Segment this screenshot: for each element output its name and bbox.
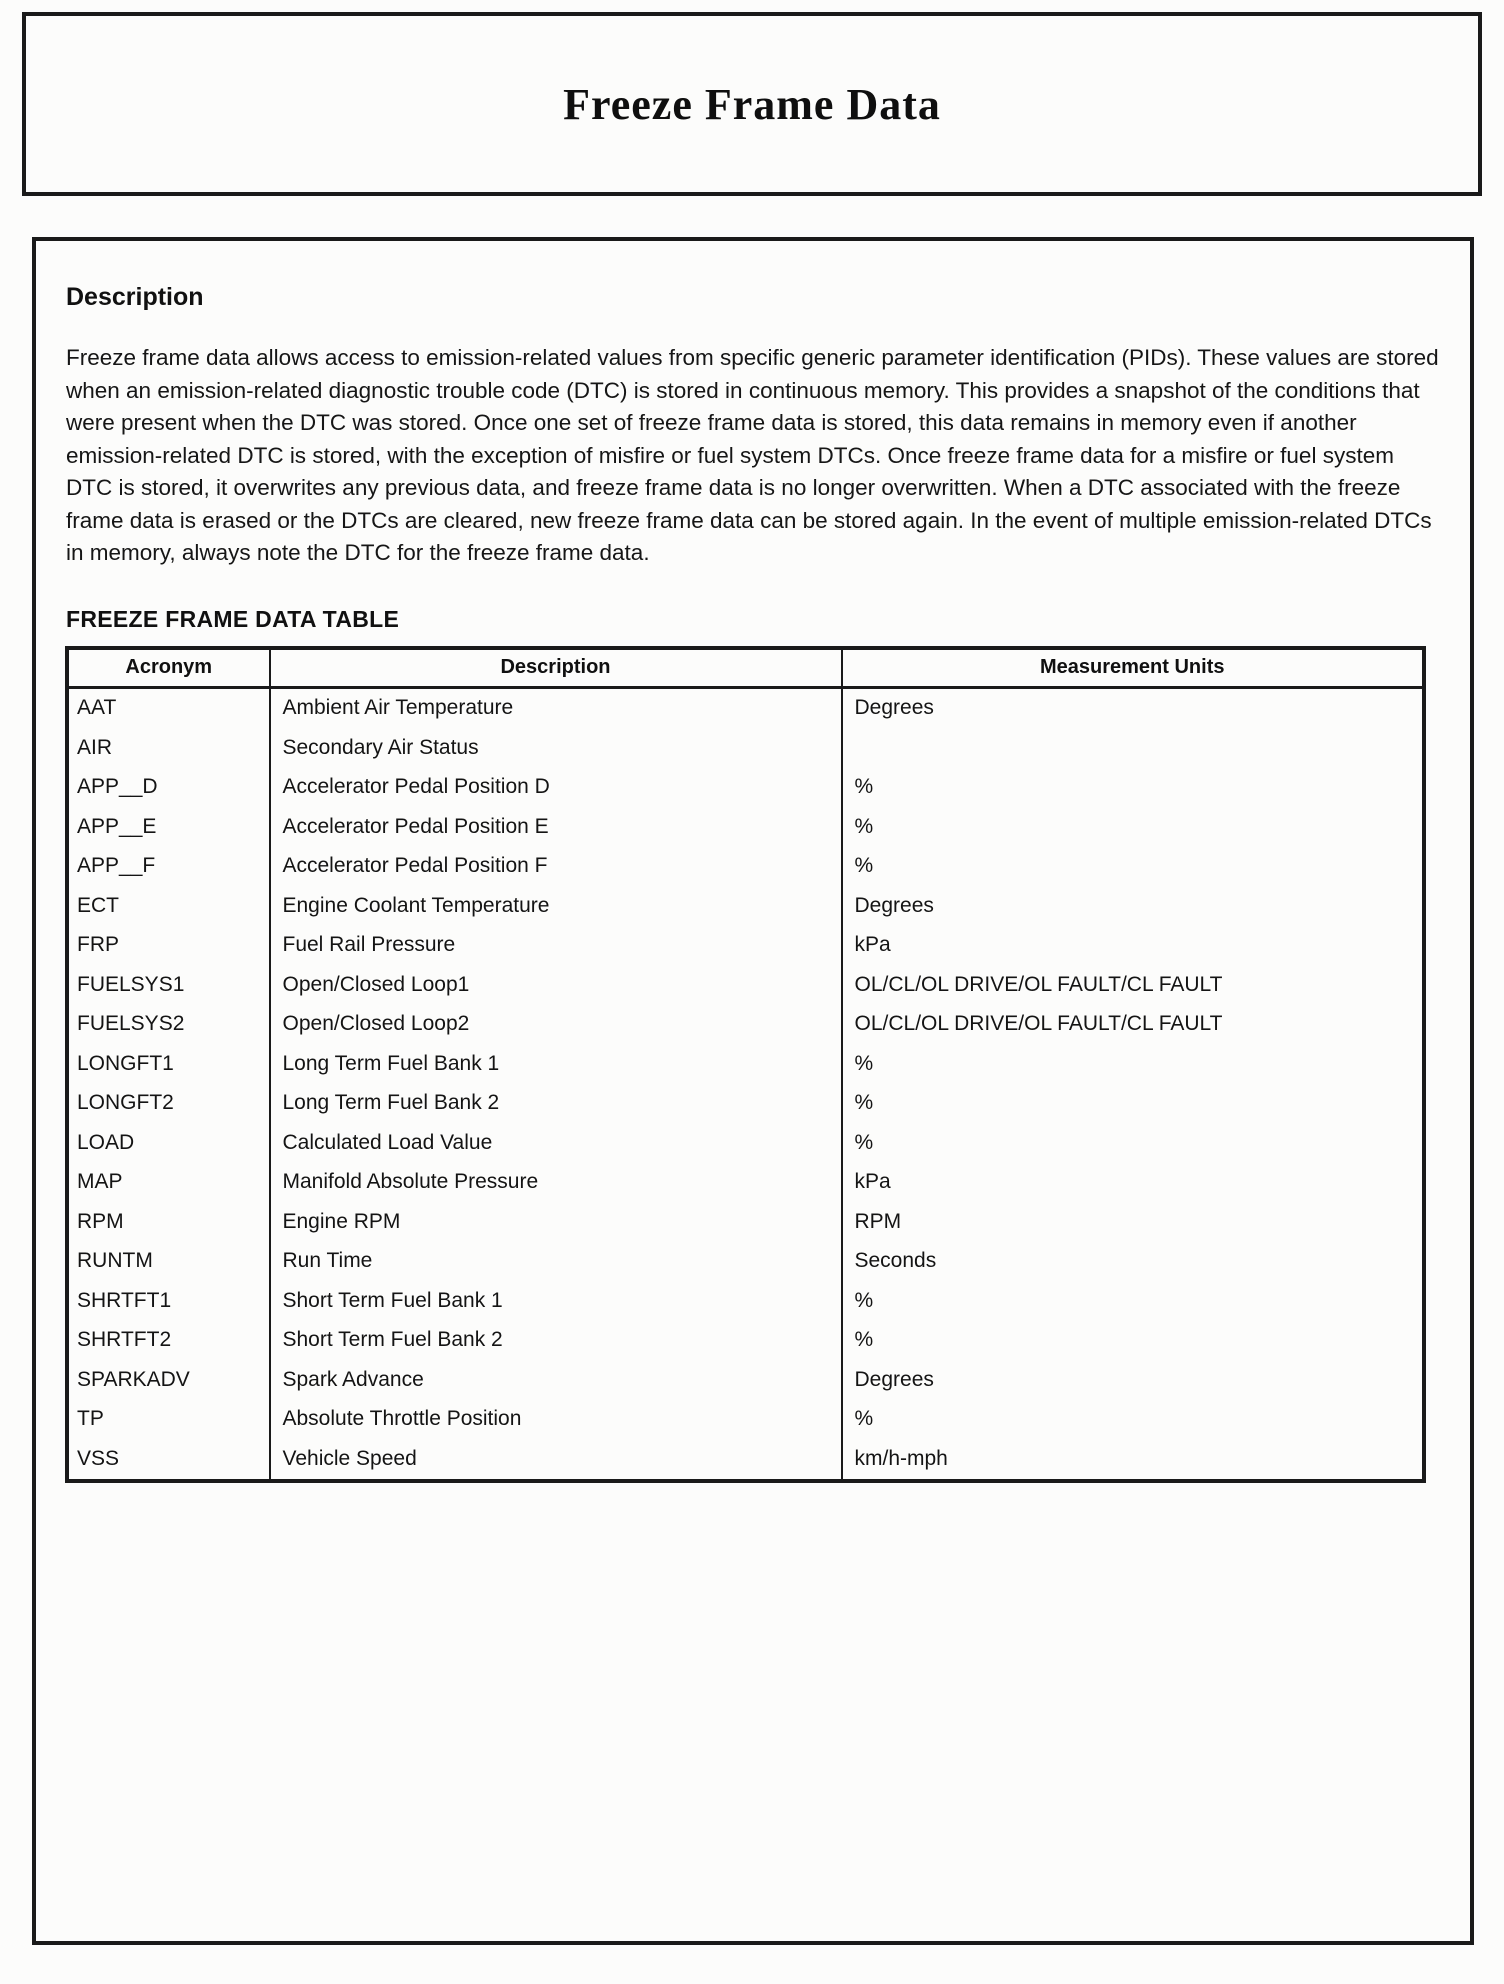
table-row — [68, 1084, 1424, 1124]
table-cell: Open/Closed Loop2 — [270, 1005, 842, 1045]
table-cell: km/h-mph — [842, 1439, 1424, 1480]
table-cell: TP — [77, 1407, 104, 1431]
table-cell: OL/CL/OL DRIVE/OL FAULT/CL FAULT — [842, 965, 1424, 1005]
table-cell: SPARKADV — [77, 1367, 190, 1391]
table-row — [68, 768, 1424, 808]
freeze-frame-table — [66, 647, 1425, 1482]
table-cell: AIR — [77, 735, 113, 759]
table-cell: Long Term Fuel Bank 2 — [270, 1084, 842, 1124]
table-cell — [842, 728, 1424, 768]
table-cell: Engine RPM — [270, 1202, 842, 1242]
description-heading: Description — [66, 283, 204, 311]
table-cell: Absolute Throttle Position — [270, 1400, 842, 1440]
table-row — [68, 1281, 1424, 1321]
table-cell: % — [842, 807, 1424, 847]
table-cell: % — [842, 1123, 1424, 1163]
table-cell: Accelerator Pedal Position D — [270, 768, 842, 808]
table-cell: APP__D — [77, 775, 158, 799]
table-cell: Fuel Rail Pressure — [270, 926, 842, 966]
table-cell: MAP — [77, 1170, 123, 1194]
table-row — [68, 1439, 1424, 1480]
table-row — [68, 1400, 1424, 1440]
table-cell: Manifold Absolute Pressure — [270, 1163, 842, 1203]
table-row — [68, 1005, 1424, 1045]
table-cell: LONGFT2 — [77, 1091, 174, 1115]
table-row — [68, 1163, 1424, 1203]
table-caption: FREEZE FRAME DATA TABLE — [66, 605, 400, 632]
table-cell: ECT — [77, 893, 119, 917]
title-box — [22, 12, 1482, 196]
table-cell: Open/Closed Loop1 — [270, 965, 842, 1005]
table-row — [68, 1044, 1424, 1084]
table-cell: FUELSYS2 — [77, 1012, 185, 1036]
table-row — [68, 1242, 1424, 1282]
table-row — [68, 1123, 1424, 1163]
table-cell: % — [842, 768, 1424, 808]
table-cell: Spark Advance — [270, 1360, 842, 1400]
table-cell: % — [842, 847, 1424, 887]
table-cell: SHRTFT2 — [77, 1328, 172, 1352]
table-row — [68, 807, 1424, 847]
table-cell: Accelerator Pedal Position F — [270, 847, 842, 887]
table-cell: Degrees — [842, 886, 1424, 926]
table-row — [68, 847, 1424, 887]
table-cell: kPa — [842, 926, 1424, 966]
table-cell: Seconds — [842, 1242, 1424, 1282]
table-cell: RUNTM — [77, 1249, 153, 1273]
table-row — [68, 728, 1424, 768]
table-cell: Calculated Load Value — [270, 1123, 842, 1163]
table-cell: Secondary Air Status — [270, 728, 842, 768]
table-cell: Long Term Fuel Bank 1 — [270, 1044, 842, 1084]
column-header-measurement-units: Measurement Units — [842, 648, 1424, 687]
table-cell: OL/CL/OL DRIVE/OL FAULT/CL FAULT — [842, 1005, 1424, 1045]
table-row — [68, 926, 1424, 966]
table-row — [68, 1321, 1424, 1361]
table-row — [68, 687, 1424, 728]
table-cell: Vehicle Speed — [270, 1439, 842, 1480]
table-cell: % — [842, 1084, 1424, 1124]
table-header-row — [68, 648, 1424, 687]
table-cell: Ambient Air Temperature — [270, 687, 842, 728]
page-title: Freeze Frame Data — [563, 79, 941, 129]
table-cell: LONGFT1 — [77, 1051, 174, 1075]
table-cell: Run Time — [270, 1242, 842, 1282]
table-cell: % — [842, 1044, 1424, 1084]
table-cell: APP__F — [77, 854, 156, 878]
table-cell: RPM — [842, 1202, 1424, 1242]
table-cell: VSS — [77, 1446, 120, 1470]
column-header-acronym: Acronym — [68, 648, 270, 687]
description-paragraph: Freeze frame data allows access to emission-related values from specific generic parameter identification (PIDs). These values are stored when an emission-related diagnostic trouble code (DTC) is stored in continuous memory. This provides a snapshot of the conditions that were present when the DTC was stored. Once one set of freeze frame data is stored, this data remains in memory even if another emission-related DTC is stored, with the exception of misfire or fuel system DTCs. Once freeze frame data for a misfire or fuel system DTC is stored, it overwrites any previous data, and freeze frame data is no longer overwritten. When a DTC associated with the freeze frame data is erased or the DTCs are cleared, new freeze frame data can be stored again. In the event of multiple emission-related DTCs in memory, always note the DTC for the freeze frame data. — [66, 345, 1439, 565]
table-row — [68, 1202, 1424, 1242]
table-cell: AAT — [77, 696, 117, 720]
table-cell: LOAD — [77, 1130, 135, 1154]
table-cell: SHRTFT1 — [77, 1288, 172, 1312]
column-header-description: Description — [270, 648, 842, 687]
table-cell: % — [842, 1281, 1424, 1321]
table-cell: RPM — [77, 1209, 124, 1233]
table-cell: % — [842, 1321, 1424, 1361]
freeze-frame-table-body — [68, 687, 1424, 1480]
table-cell: Degrees — [842, 1360, 1424, 1400]
table-cell: Short Term Fuel Bank 2 — [270, 1321, 842, 1361]
table-cell: Short Term Fuel Bank 1 — [270, 1281, 842, 1321]
content-box — [32, 237, 1474, 1945]
table-cell: kPa — [842, 1163, 1424, 1203]
table-cell: FRP — [77, 933, 119, 957]
table-row — [68, 965, 1424, 1005]
table-cell: Accelerator Pedal Position E — [270, 807, 842, 847]
table-cell: Engine Coolant Temperature — [270, 886, 842, 926]
table-row — [68, 886, 1424, 926]
table-cell: APP__E — [77, 814, 157, 838]
table-cell: % — [842, 1400, 1424, 1440]
table-cell: Degrees — [842, 687, 1424, 728]
table-row — [68, 1360, 1424, 1400]
table-cell: FUELSYS1 — [77, 972, 185, 996]
table-header — [68, 648, 1424, 687]
